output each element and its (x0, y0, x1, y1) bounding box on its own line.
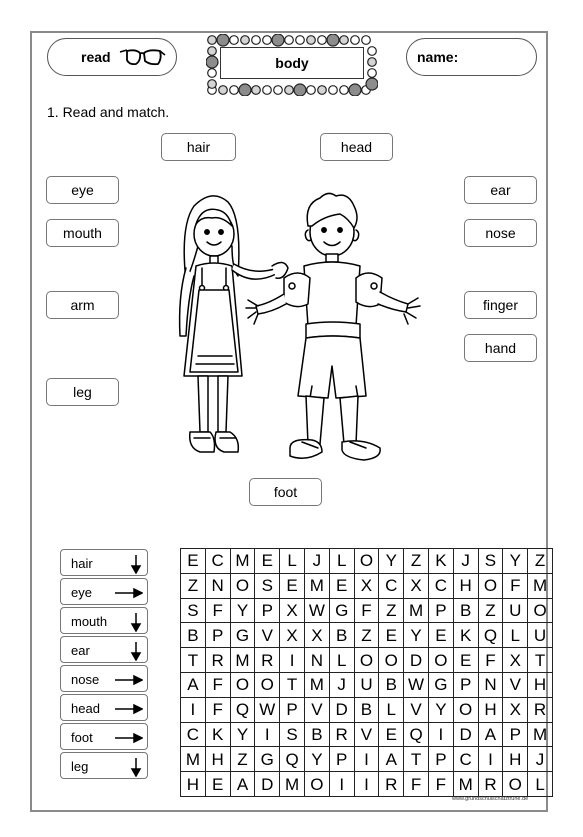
grid-cell[interactable]: X (280, 623, 305, 648)
grid-cell[interactable]: O (453, 697, 478, 722)
grid-cell[interactable]: J (528, 747, 553, 772)
grid-cell[interactable]: V (354, 722, 379, 747)
grid-cell[interactable]: R (255, 648, 280, 673)
name-field[interactable] (406, 38, 537, 76)
grid-cell[interactable]: A (478, 722, 503, 747)
grid-cell[interactable]: E (280, 573, 305, 598)
grid-cell[interactable]: M (453, 772, 478, 797)
grid-cell[interactable]: J (329, 672, 354, 697)
grid-cell[interactable]: O (354, 648, 379, 673)
grid-cell[interactable]: Q (478, 623, 503, 648)
grid-row (181, 598, 553, 623)
bead (368, 69, 377, 78)
arrow-down-icon (113, 612, 143, 632)
grid-cell[interactable]: H (528, 672, 553, 697)
bead (294, 84, 306, 96)
grid-cell[interactable]: S (181, 598, 206, 623)
clue-word: mouth (71, 614, 108, 629)
grid-cell[interactable]: D (255, 772, 280, 797)
grid-cell[interactable]: F (205, 598, 230, 623)
grid-cell[interactable]: B (453, 598, 478, 623)
grid-cell[interactable]: T (528, 648, 553, 673)
clue-word: leg (71, 759, 89, 774)
grid-row (181, 672, 553, 697)
bead (208, 36, 217, 45)
bead (318, 36, 327, 45)
grid-cell[interactable]: G (255, 747, 280, 772)
read-badge (47, 38, 177, 76)
grid-cell[interactable]: M (230, 648, 255, 673)
grid-cell[interactable]: S (255, 573, 280, 598)
clue-ear (60, 636, 148, 663)
grid-cell[interactable]: X (304, 623, 329, 648)
grid-cell[interactable]: B (379, 672, 404, 697)
grid-cell[interactable]: Y (379, 549, 404, 574)
grid-cell[interactable]: A (230, 772, 255, 797)
grid-cell[interactable]: T (280, 672, 305, 697)
grid-cell[interactable]: W (304, 598, 329, 623)
grid-cell[interactable]: J (304, 549, 329, 574)
grid-cell[interactable]: F (503, 573, 528, 598)
grid-cell[interactable]: V (255, 623, 280, 648)
grid-cell[interactable]: I (255, 722, 280, 747)
clue-mouth (60, 607, 148, 634)
footer-url: www.grundschulschatztruhe.de (452, 796, 529, 802)
grid-cell[interactable]: T (404, 747, 429, 772)
grid-cell[interactable]: T (181, 648, 206, 673)
grid-cell[interactable]: D (404, 648, 429, 673)
grid-cell[interactable]: L (329, 549, 354, 574)
bead (296, 36, 305, 45)
grid-cell[interactable]: S (478, 549, 503, 574)
word-box-mouth[interactable]: mouth (46, 219, 119, 247)
grid-cell[interactable]: I (354, 772, 379, 797)
bead (368, 47, 377, 56)
grid-cell[interactable]: M (280, 772, 305, 797)
word-box-hair[interactable]: hair (161, 133, 236, 161)
word-box-ear[interactable]: ear (464, 176, 537, 204)
grid-cell[interactable]: X (503, 697, 528, 722)
grid-row (181, 573, 553, 598)
clue-word: foot (71, 730, 93, 745)
grid-cell[interactable]: U (503, 598, 528, 623)
grid-cell[interactable]: X (354, 573, 379, 598)
bead (327, 34, 339, 46)
word-box-hand[interactable]: hand (464, 334, 537, 362)
grid-cell[interactable]: J (453, 549, 478, 574)
grid-cell[interactable]: E (255, 549, 280, 574)
grid-row (181, 648, 553, 673)
grid-row (181, 623, 553, 648)
bead (206, 56, 218, 68)
bead (368, 58, 377, 67)
title-frame (206, 34, 378, 96)
grid-cell[interactable]: O (428, 648, 453, 673)
grid-cell[interactable]: F (404, 772, 429, 797)
grid-cell[interactable]: B (329, 623, 354, 648)
grid-cell[interactable]: Y (230, 722, 255, 747)
grid-cell[interactable]: W (255, 697, 280, 722)
grid-cell[interactable]: X (404, 573, 429, 598)
grid-cell[interactable]: F (205, 697, 230, 722)
clue-word: hair (71, 556, 93, 571)
bead (340, 36, 349, 45)
grid-cell[interactable]: D (329, 697, 354, 722)
word-box-foot[interactable]: foot (249, 478, 322, 506)
grid-cell[interactable]: E (453, 648, 478, 673)
grid-cell[interactable]: P (280, 697, 305, 722)
grid-cell[interactable]: F (205, 672, 230, 697)
grid-cell[interactable]: R (329, 722, 354, 747)
grid-cell[interactable]: W (404, 672, 429, 697)
grid-cell[interactable]: O (528, 598, 553, 623)
grid-cell[interactable]: E (428, 623, 453, 648)
grid-cell[interactable]: L (528, 772, 553, 797)
grid-cell[interactable]: M (528, 573, 553, 598)
bead (285, 86, 294, 95)
grid-cell[interactable]: P (205, 623, 230, 648)
grid-cell[interactable]: M (230, 549, 255, 574)
grid-cell[interactable]: R (205, 648, 230, 673)
grid-row (181, 722, 553, 747)
grid-cell[interactable]: Z (404, 549, 429, 574)
grid-cell[interactable]: G (329, 598, 354, 623)
grid-cell[interactable]: F (478, 648, 503, 673)
grid-cell[interactable]: Q (404, 722, 429, 747)
grid-cell[interactable]: L (503, 623, 528, 648)
grid-cell[interactable]: U (354, 672, 379, 697)
bead (208, 69, 217, 78)
grid-cell[interactable]: Z (354, 623, 379, 648)
grid-cell[interactable]: M (304, 672, 329, 697)
clue-word: eye (71, 585, 92, 600)
grid-cell[interactable]: C (379, 573, 404, 598)
grid-cell[interactable]: Y (503, 549, 528, 574)
arrow-down-icon (113, 757, 143, 777)
clue-word: ear (71, 643, 90, 658)
word-box-head[interactable]: head (320, 133, 393, 161)
grid-cell[interactable]: Z (181, 573, 206, 598)
arrow-right-icon (113, 670, 143, 690)
clue-leg (60, 752, 148, 779)
bead (274, 86, 283, 95)
grid-cell[interactable]: M (404, 598, 429, 623)
grid-cell[interactable]: P (329, 747, 354, 772)
grid-cell[interactable]: O (354, 549, 379, 574)
grid-cell[interactable]: P (428, 747, 453, 772)
grid-cell[interactable]: E (379, 623, 404, 648)
grid-cell[interactable]: I (428, 722, 453, 747)
page-title: body (220, 47, 364, 79)
bead (263, 86, 272, 95)
grid-cell[interactable]: N (478, 672, 503, 697)
clue-nose (60, 665, 148, 692)
bead (208, 47, 217, 56)
children-illustration (172, 186, 422, 471)
bead (285, 36, 294, 45)
grid-cell[interactable]: C (453, 747, 478, 772)
grid-cell[interactable]: I (329, 772, 354, 797)
bead (272, 34, 284, 46)
bead (219, 86, 228, 95)
word-box-finger[interactable]: finger (464, 291, 537, 319)
grid-cell[interactable]: V (304, 697, 329, 722)
bead (349, 84, 361, 96)
grid-cell[interactable]: L (280, 549, 305, 574)
bead (217, 34, 229, 46)
grid-row (181, 697, 553, 722)
bead (366, 78, 378, 90)
bead (307, 86, 316, 95)
grid-cell[interactable]: A (379, 747, 404, 772)
grid-cell[interactable]: C (181, 722, 206, 747)
grid-cell[interactable]: Z (230, 747, 255, 772)
arrow-right-icon (113, 728, 143, 748)
grid-cell[interactable]: P (503, 722, 528, 747)
word-box-arm[interactable]: arm (46, 291, 119, 319)
bead (340, 86, 349, 95)
bead (208, 80, 217, 89)
grid-cell[interactable]: N (205, 573, 230, 598)
grid-row (181, 747, 553, 772)
grid-cell[interactable]: I (280, 648, 305, 673)
bead (230, 86, 239, 95)
grid-cell[interactable]: L (379, 697, 404, 722)
grid-cell[interactable]: M (181, 747, 206, 772)
grid-cell[interactable]: K (453, 623, 478, 648)
grid-cell[interactable]: O (379, 648, 404, 673)
grid-cell[interactable]: E (205, 772, 230, 797)
clue-eye (60, 578, 148, 605)
read-label: read (81, 49, 111, 65)
grid-cell[interactable]: E (329, 573, 354, 598)
bead (239, 84, 251, 96)
grid-cell[interactable]: Z (478, 598, 503, 623)
grid-cell[interactable]: I (354, 747, 379, 772)
grid-cell[interactable]: B (354, 697, 379, 722)
grid-cell[interactable]: O (304, 772, 329, 797)
grid-cell[interactable]: Z (528, 549, 553, 574)
grid-row (181, 772, 553, 797)
grid-cell[interactable]: V (503, 672, 528, 697)
grid-cell[interactable]: F (428, 772, 453, 797)
word-box-nose[interactable]: nose (464, 219, 537, 247)
grid-cell[interactable]: R (379, 772, 404, 797)
grid-cell[interactable]: O (478, 573, 503, 598)
grid-cell[interactable]: I (181, 697, 206, 722)
bead (230, 36, 239, 45)
grid-cell[interactable]: E (379, 722, 404, 747)
grid-cell[interactable]: Y (428, 697, 453, 722)
arrow-right-icon (113, 699, 143, 719)
grid-cell[interactable]: P (453, 672, 478, 697)
grid-cell[interactable]: Z (379, 598, 404, 623)
grid-cell[interactable]: Y (304, 747, 329, 772)
arrow-down-icon (113, 554, 143, 574)
grid-cell[interactable]: O (230, 573, 255, 598)
grid-cell[interactable]: H (181, 772, 206, 797)
grid-cell[interactable]: N (304, 648, 329, 673)
arrow-right-icon (113, 583, 143, 603)
word-search-grid (180, 548, 553, 797)
grid-cell[interactable]: E (181, 549, 206, 574)
clue-word: head (71, 701, 100, 716)
grid-cell[interactable]: X (280, 598, 305, 623)
grid-cell[interactable]: F (354, 598, 379, 623)
clue-foot (60, 723, 148, 750)
grid-cell[interactable]: Y (404, 623, 429, 648)
grid-row (181, 549, 553, 574)
grid-cell[interactable]: A (181, 672, 206, 697)
bead (252, 36, 261, 45)
bead (241, 36, 250, 45)
grid-cell[interactable]: K (428, 549, 453, 574)
grid-cell[interactable]: C (428, 573, 453, 598)
grid-cell[interactable]: V (404, 697, 429, 722)
grid-cell[interactable]: P (428, 598, 453, 623)
grid-cell[interactable]: P (255, 598, 280, 623)
grid-cell[interactable]: B (181, 623, 206, 648)
grid-cell[interactable]: H (503, 747, 528, 772)
grid-cell[interactable]: O (230, 672, 255, 697)
grid-cell[interactable]: Q (280, 747, 305, 772)
bead (362, 36, 371, 45)
word-box-leg[interactable]: leg (46, 378, 119, 406)
grid-cell[interactable]: Q (230, 697, 255, 722)
grid-cell[interactable]: H (205, 747, 230, 772)
name-label: name: (417, 49, 459, 65)
grid-cell[interactable]: M (528, 722, 553, 747)
grid-cell[interactable]: H (478, 697, 503, 722)
grid-cell[interactable]: S (280, 722, 305, 747)
bead (351, 36, 360, 45)
grid-cell[interactable]: I (478, 747, 503, 772)
bead (252, 86, 261, 95)
grid-cell[interactable]: B (304, 722, 329, 747)
word-box-eye[interactable]: eye (46, 176, 119, 204)
grid-cell[interactable]: U (528, 623, 553, 648)
grid-cell[interactable]: X (503, 648, 528, 673)
instruction: 1. Read and match. (47, 104, 170, 120)
grid-cell[interactable]: O (255, 672, 280, 697)
bead (318, 86, 327, 95)
grid-cell[interactable]: G (230, 623, 255, 648)
grid-cell[interactable]: O (503, 772, 528, 797)
arrow-down-icon (113, 641, 143, 661)
grid-cell[interactable]: K (205, 722, 230, 747)
grid-cell[interactable]: C (205, 549, 230, 574)
clue-word: nose (71, 672, 100, 687)
bead (263, 36, 272, 45)
grid-cell[interactable]: M (304, 573, 329, 598)
grid-cell[interactable]: D (453, 722, 478, 747)
grid-cell[interactable]: L (329, 648, 354, 673)
grid-cell[interactable]: R (478, 772, 503, 797)
grid-cell[interactable]: R (528, 697, 553, 722)
clue-hair (60, 549, 148, 576)
bead (307, 36, 316, 45)
glasses-icon (118, 46, 166, 70)
grid-cell[interactable]: H (453, 573, 478, 598)
bead (329, 86, 338, 95)
grid-cell[interactable]: Y (230, 598, 255, 623)
grid-cell[interactable]: G (428, 672, 453, 697)
clue-head (60, 694, 148, 721)
